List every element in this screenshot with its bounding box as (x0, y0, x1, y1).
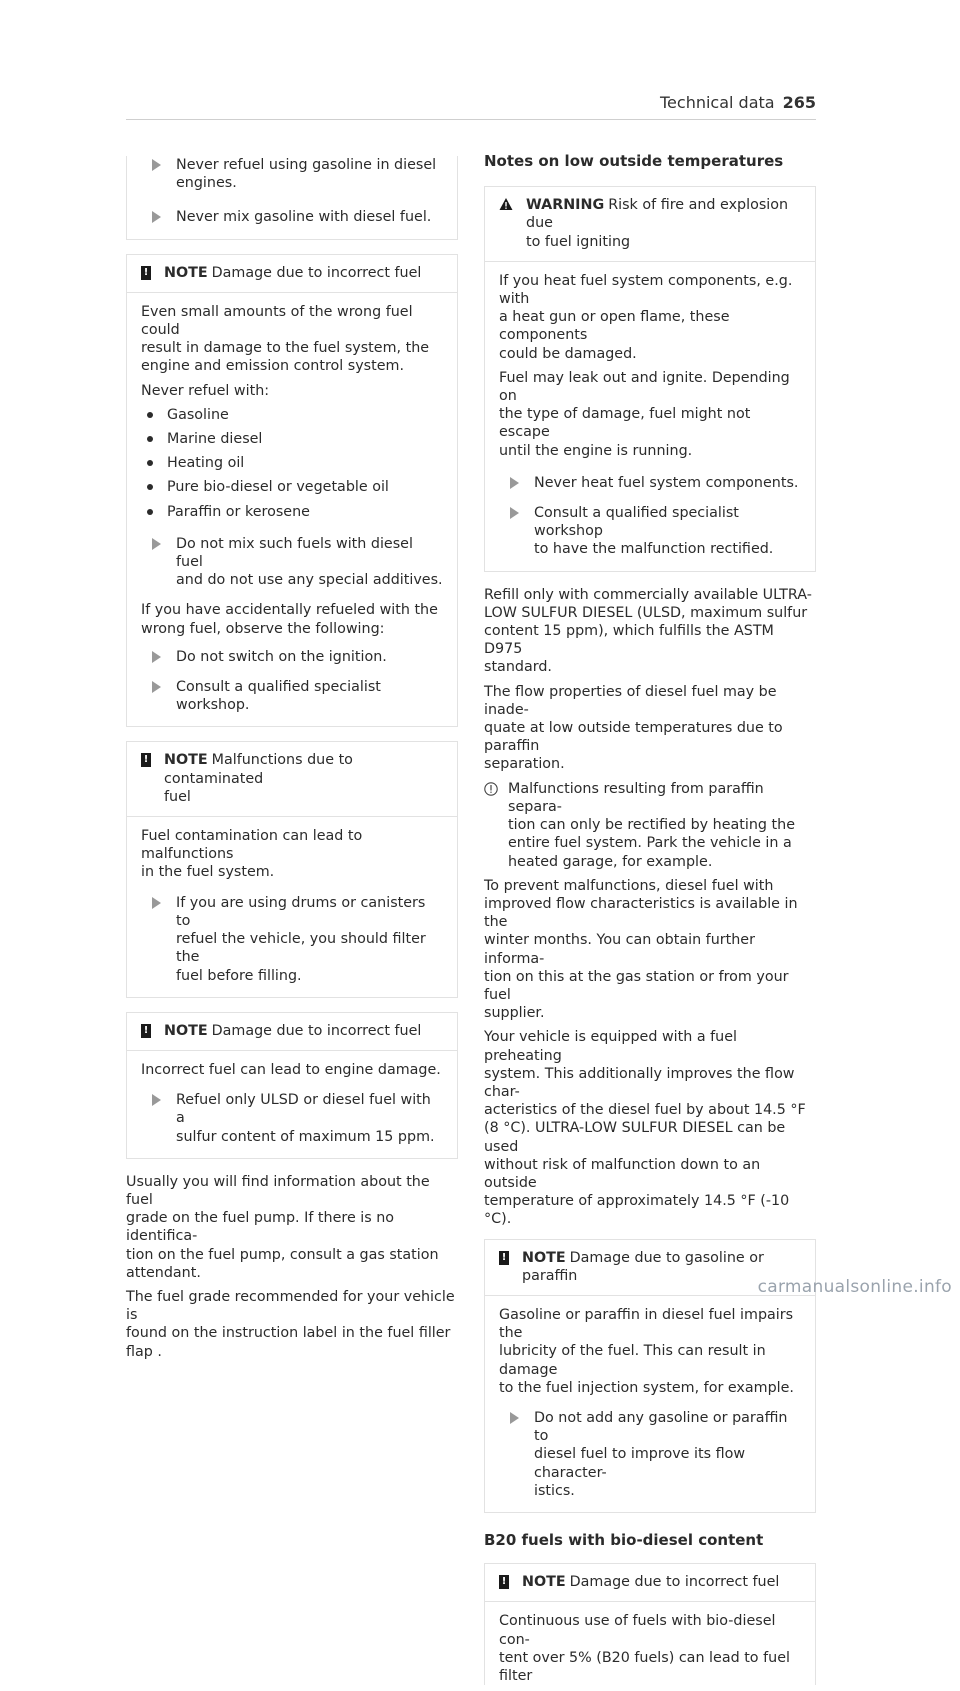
arrow-icon (152, 159, 161, 171)
arrow-icon (152, 1094, 161, 1106)
arrow-icon (152, 211, 161, 223)
exclamation-icon: ! (141, 753, 151, 767)
header-rule (126, 119, 816, 120)
step: Do not mix such fuels with diesel fuel and do not use any special additives. (141, 535, 443, 590)
section-title: Technical data (660, 93, 775, 112)
paragraph: The fuel grade recommended for your vehicle is found on the instruction label in the fuel filler flap . (126, 1288, 455, 1360)
warning-box: WARNING Risk of fire and explosion due to fuel igniting If you heat fuel system components, e.g. with a heat gun or open flame, these components could be damaged. Fuel may leak out and ignite. Depending on the type of damage, fuel might not escape until the engine is running. Never heat fuel system components. Consult a qualified specialist workshop to have the malfunction rectified. (484, 186, 816, 571)
exclamation-icon: ! (499, 1251, 509, 1265)
paragraph: Usually you will find information about the fuel grade on the fuel pump. If there is no identifica- tion on the fuel pump, consult a gas station attendant. (126, 1173, 439, 1281)
note-box-engine-damage: ! NOTE Damage due to incorrect fuel Incorrect fuel can lead to engine damage. Refuel only ULSD or diesel fuel with a sulfur content of maximum 15 ppm. (126, 1012, 458, 1159)
steps-box (126, 156, 458, 240)
step: Never heat fuel system components. (499, 474, 801, 492)
info-icon (484, 782, 498, 796)
exclamation-icon: ! (141, 266, 151, 280)
list-item: Marine diesel (141, 430, 443, 448)
step: If you are using drums or canisters to refuel the vehicle, you should filter the fuel before filling. (141, 894, 443, 985)
note-header: ! NOTE Damage due to incorrect fuel (485, 1564, 815, 1602)
arrow-icon (152, 897, 161, 909)
arrow-icon (152, 538, 161, 550)
step: Consult a qualified specialist workshop to have the malfunction rectified. (499, 504, 801, 559)
page-header (660, 94, 816, 112)
step: Consult a qualified specialist workshop. (141, 678, 443, 714)
arrow-icon (510, 477, 519, 489)
warning-header: WARNING Risk of fire and explosion due to fuel igniting (485, 187, 815, 262)
step: Refuel only ULSD or diesel fuel with a sulfur content of maximum 15 ppm. (141, 1091, 443, 1146)
list-item: Paraffin or kerosene (141, 503, 443, 521)
paragraph: To prevent malfunctions, diesel fuel with improved flow characteristics is available in the winter months. You can obtain further informa- tion on this at the gas station or from your fuel supplier. (484, 877, 798, 1022)
exclamation-icon: ! (499, 1575, 509, 1589)
warning-icon (499, 197, 513, 211)
list-item: Heating oil (141, 454, 443, 472)
paragraph: Refill only with commercially available ULTRA- LOW SULFUR DIESEL (ULSD, maximum sulfur content 15 ppm), which fulfills the ASTM D975 standard. (484, 586, 812, 676)
note-box-contaminated-fuel: ! NOTE Malfunctions due to contaminated fuel Fuel contamination can lead to malfunctions in the fuel system. If you are using drums or canisters to refuel the vehicle, you should filter the fuel before filling. (126, 741, 458, 997)
note-header: ! NOTE Damage due to incorrect fuel (127, 1013, 457, 1051)
step: Do not add any gasoline or paraffin to diesel fuel to improve its flow character- istics. (499, 1409, 801, 1500)
step: Never refuel using gasoline in diesel engines. (141, 156, 443, 192)
left-column (126, 138, 458, 1367)
arrow-icon (510, 507, 519, 519)
page-number: 265 (782, 93, 816, 112)
note-header: ! NOTE Malfunctions due to contaminated fuel (127, 742, 457, 817)
note-header: ! NOTE Damage due to gasoline or paraffin (485, 1240, 815, 1296)
section-heading: B20 fuels with bio-diesel content (484, 1531, 764, 1549)
arrow-icon (510, 1412, 519, 1424)
exclamation-icon: ! (141, 1024, 151, 1038)
arrow-icon (152, 681, 161, 693)
section-heading: Notes on low outside temperatures (484, 152, 784, 170)
paragraph: The flow properties of diesel fuel may be inade- quate at low outside temperatures due to paraffin separation. (484, 683, 783, 773)
watermark: carmanualsonline.info (757, 1276, 952, 1297)
note-box-incorrect-fuel: ! NOTE Damage due to incorrect fuel Even small amounts of the wrong fuel could result in damage to the fuel system, the engine and emission control system. Never refuel with: Gasoline Marine diesel Heating oil Pure bio-diesel or vegetable oil Paraffin or kerosene Do not mix such fuels with diesel fuel and do not use any special additives. If you have accidentally refueled with the wrong fuel, observe the following: Do not switch on the ignition. Consult a qualified specialist workshop. (126, 254, 458, 728)
note-box-b20: ! NOTE Damage due to incorrect fuel Continuous use of fuels with bio-diesel con- tent over 5% (B20 fuels) can lead to fuel filter (484, 1563, 816, 1685)
step: Never mix gasoline with diesel fuel. (141, 208, 443, 226)
info-note: Malfunctions resulting from paraffin separa- tion can only be rectified by heating the entire fuel system. Park the vehicle in a heated garage, for example. (484, 780, 816, 871)
list-item: Gasoline (141, 406, 443, 424)
right-column (484, 152, 816, 1691)
paragraph: Your vehicle is equipped with a fuel preheating system. This additionally improves the flow char- acteristics of the diesel fuel by about 14.5 °F (8 °C). ULTRA-LOW SULFUR DIESEL can be used without risk of malfunction down to an outside temperature of approximately 14.5 °F (-10 °C). (484, 1029, 806, 1228)
note-header: ! NOTE Damage due to incorrect fuel (127, 255, 457, 293)
step: Do not switch on the ignition. (141, 648, 443, 666)
note-box-gasoline-paraffin: ! NOTE Damage due to gasoline or paraffin Gasoline or paraffin in diesel fuel impairs the lubricity of the fuel. This can result in damage to the fuel injection system, for example. Do not add any gasoline or paraffin to diesel fuel to improve its flow character- istics. (484, 1239, 816, 1513)
arrow-icon (152, 651, 161, 663)
list-item: Pure bio-diesel or vegetable oil (141, 478, 443, 496)
